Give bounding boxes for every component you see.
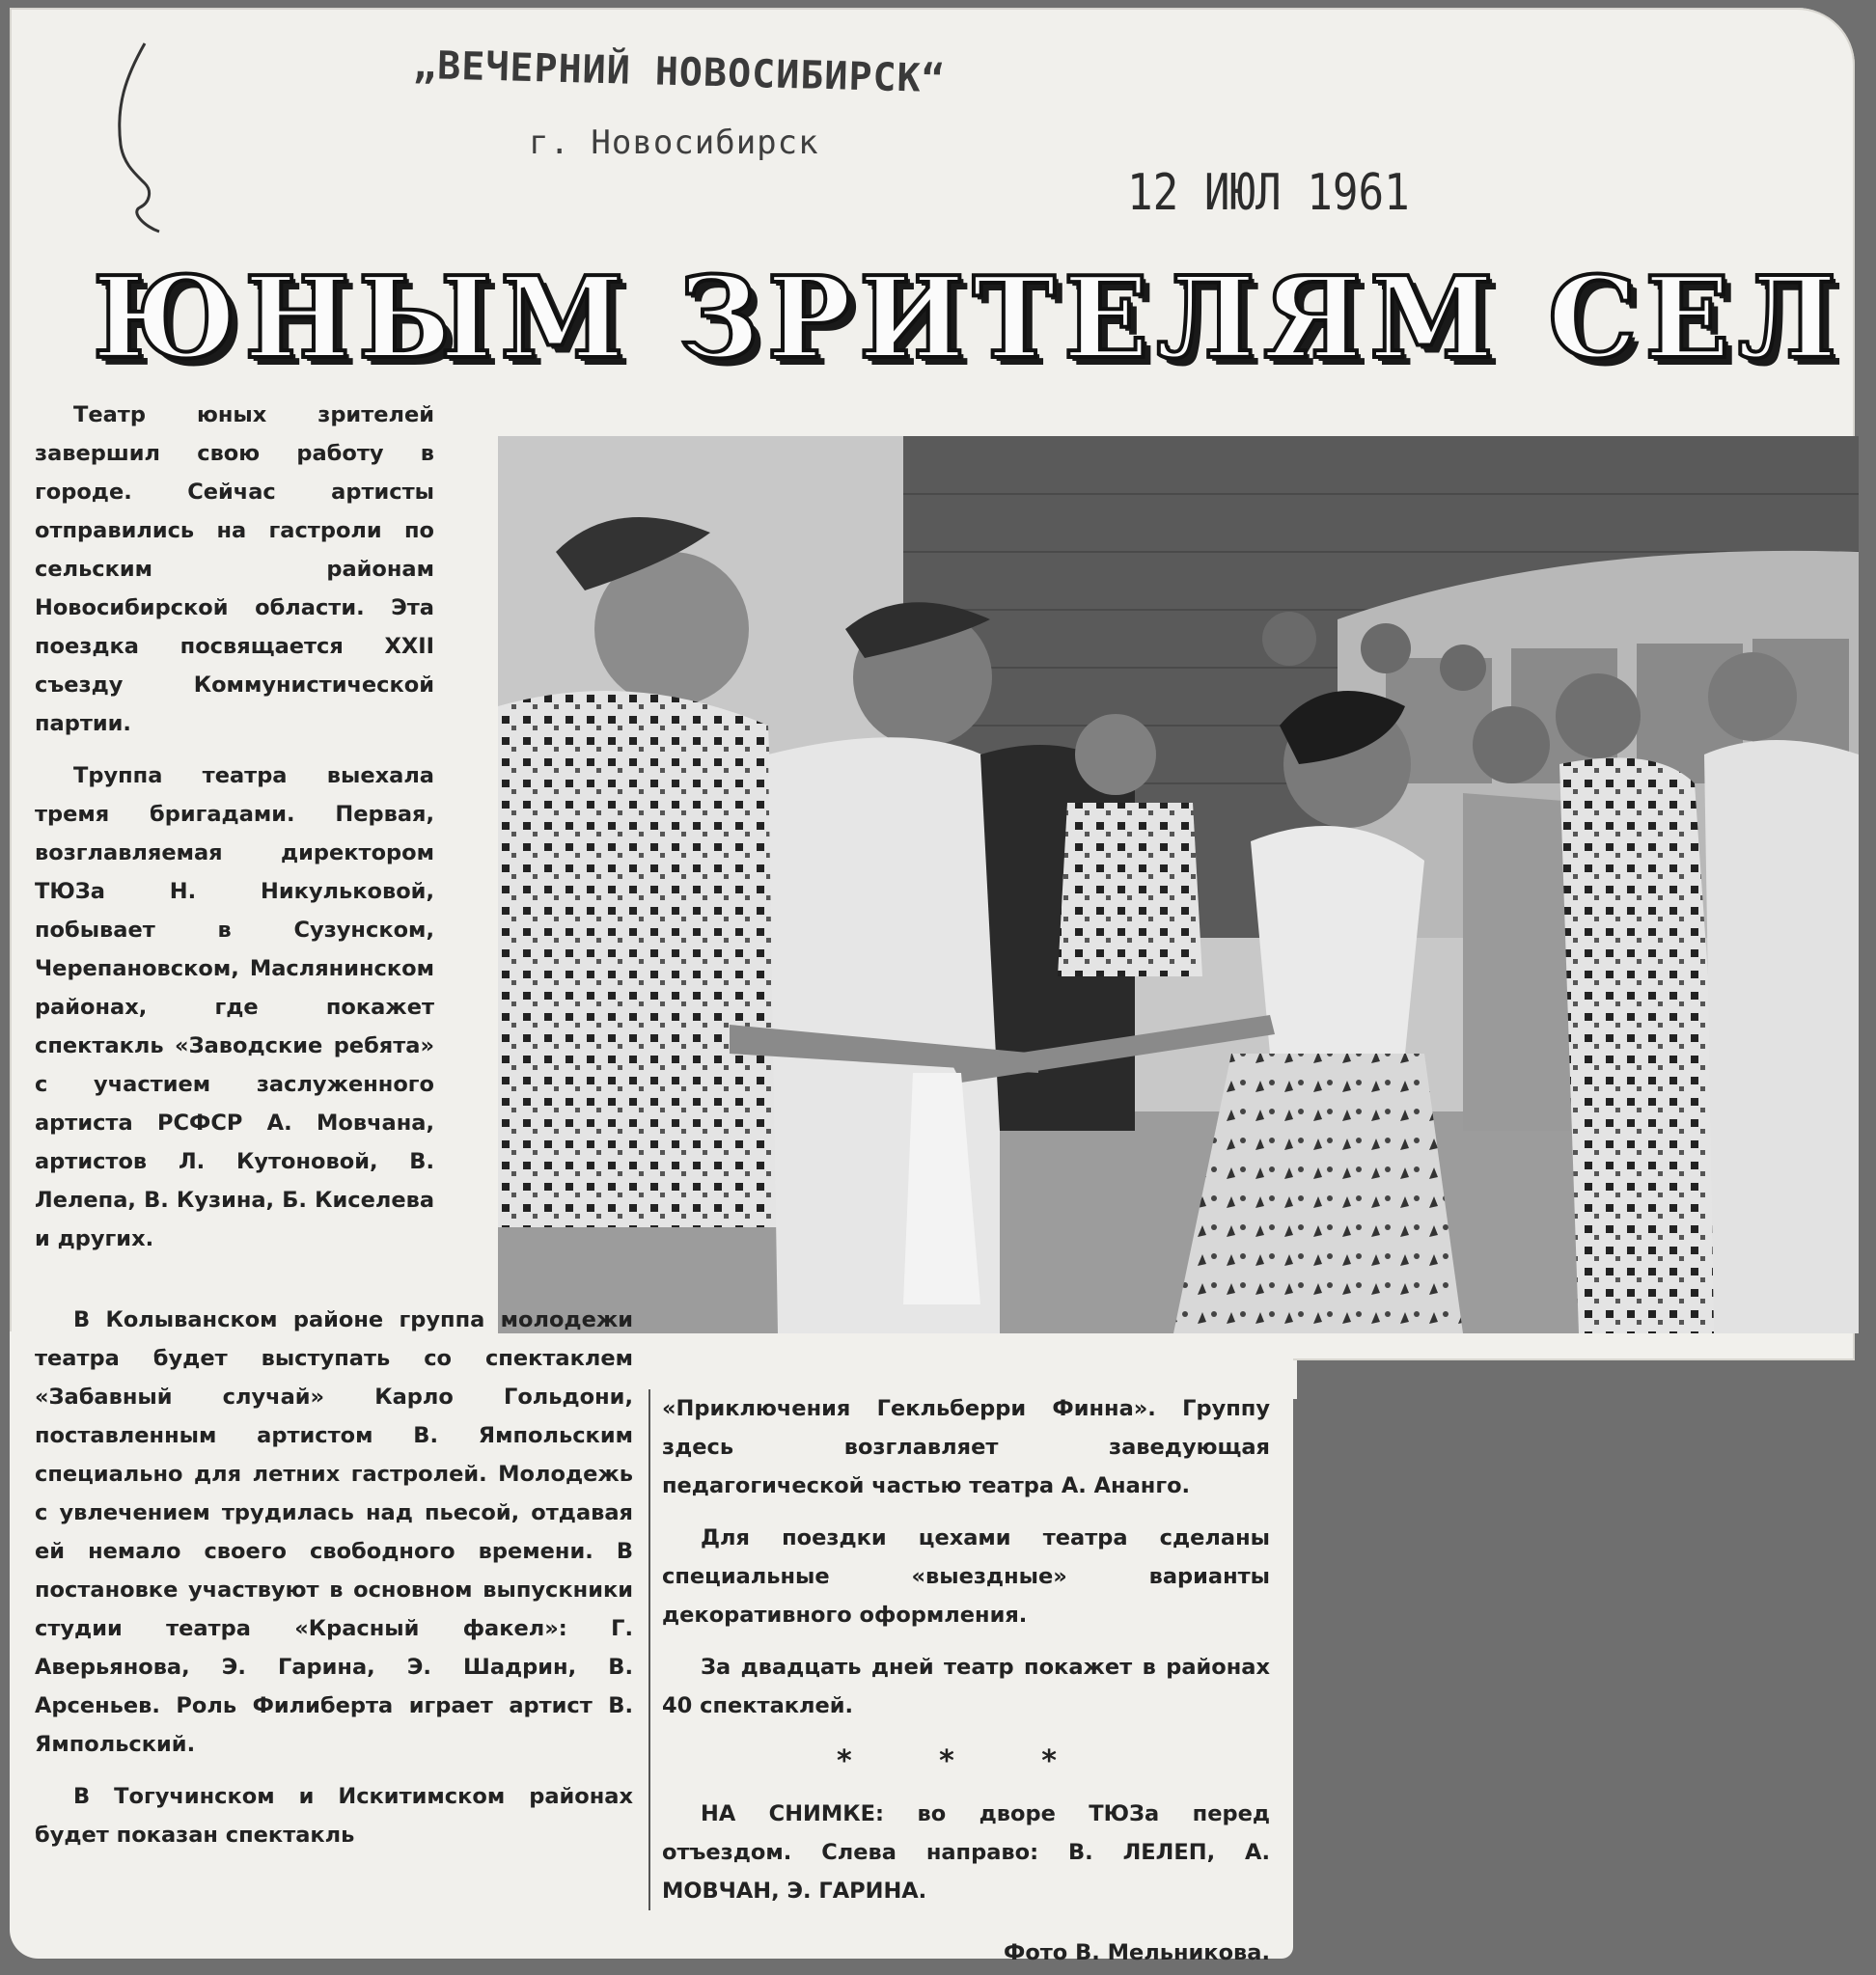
article-photo xyxy=(498,436,1859,1333)
article-column-left-top xyxy=(35,396,434,1258)
paragraph: В Тогучинском и Искитимском районах будет показан спектакль xyxy=(35,1784,633,1848)
pencil-mark-icon xyxy=(106,39,183,251)
stamp-city: г. Новосибирск xyxy=(529,123,819,162)
newspaper-stamp: „ВЕЧЕРНИЙ НОВОСИБИРСК“ xyxy=(412,42,947,102)
paragraph: За двадцать дней театр покажет в районах 40 спектаклей. xyxy=(662,1655,1270,1718)
article-column-left-bottom xyxy=(35,1301,633,1854)
article-headline: ЮНЫМ ЗРИТЕЛЯМ СЕЛ xyxy=(93,253,1845,384)
paragraph: Театр юных зрителей завершил свою работу в городе. Сейчас артисты отправились на гастроли по сельским районам Новосибирской области. Эта поездка посвящается XXII съезду Коммунистической партии. xyxy=(35,402,434,736)
caption-label: НА СНИМКЕ: xyxy=(701,1801,885,1826)
paragraph: Для поездки цехами театра сделаны специальные «выездные» варианты декоративного оформления. xyxy=(662,1525,1270,1628)
section-stars: * * * xyxy=(837,1744,1095,1778)
paper-notch xyxy=(1283,1360,1297,1399)
column-divider xyxy=(648,1389,650,1910)
photo-credit: Фото В. Мельникова. xyxy=(1004,1940,1270,1965)
article-column-right xyxy=(662,1389,1270,1972)
paragraph: «Приключения Гекльберри Финна». Группу здесь возглавляет заведующая педагогической частью театра А. Ананго. xyxy=(662,1396,1270,1498)
paragraph: В Колыванском районе группа молодежи театра будет выступать со спектаклем «Забавный случай» Карло Гольдони, поставленным артистом В. Ямпольским специально для летних гастролей. Молодежь с увлечением трудилась над пьесой, отдавая ей немало своего свободного времени. В постановке участвуют в основном выпускники студии театра «Красный факел»: Г. Аверьянова, Э. Гарина, Э. Шадрин, В. Арсеньев. Роль Филиберта играет артист В. Ямпольский. xyxy=(35,1307,633,1757)
paragraph: Труппа театра выехала тремя бригадами. Первая, возглавляемая директором ТЮЗа Н. Никульковой, побывает в Сузунском, Черепановском, Маслянинском районах, где покажет спектакль «Заводские ребята» с участием заслуженного артиста РСФСР А. Мовчана, артистов Л. Кутоновой, В. Лелепа, В. Кузина, Б. Киселева и других. xyxy=(35,763,434,1251)
photo-caption xyxy=(662,1795,1270,1910)
stamp-date: 12 ИЮЛ 1961 xyxy=(1127,164,1410,222)
caption-text: во дворе ТЮЗа перед отъездом. Слева направо: В. ЛЕЛЕП, А. МОВЧАН, Э. ГАРИНА. xyxy=(662,1801,1270,1904)
